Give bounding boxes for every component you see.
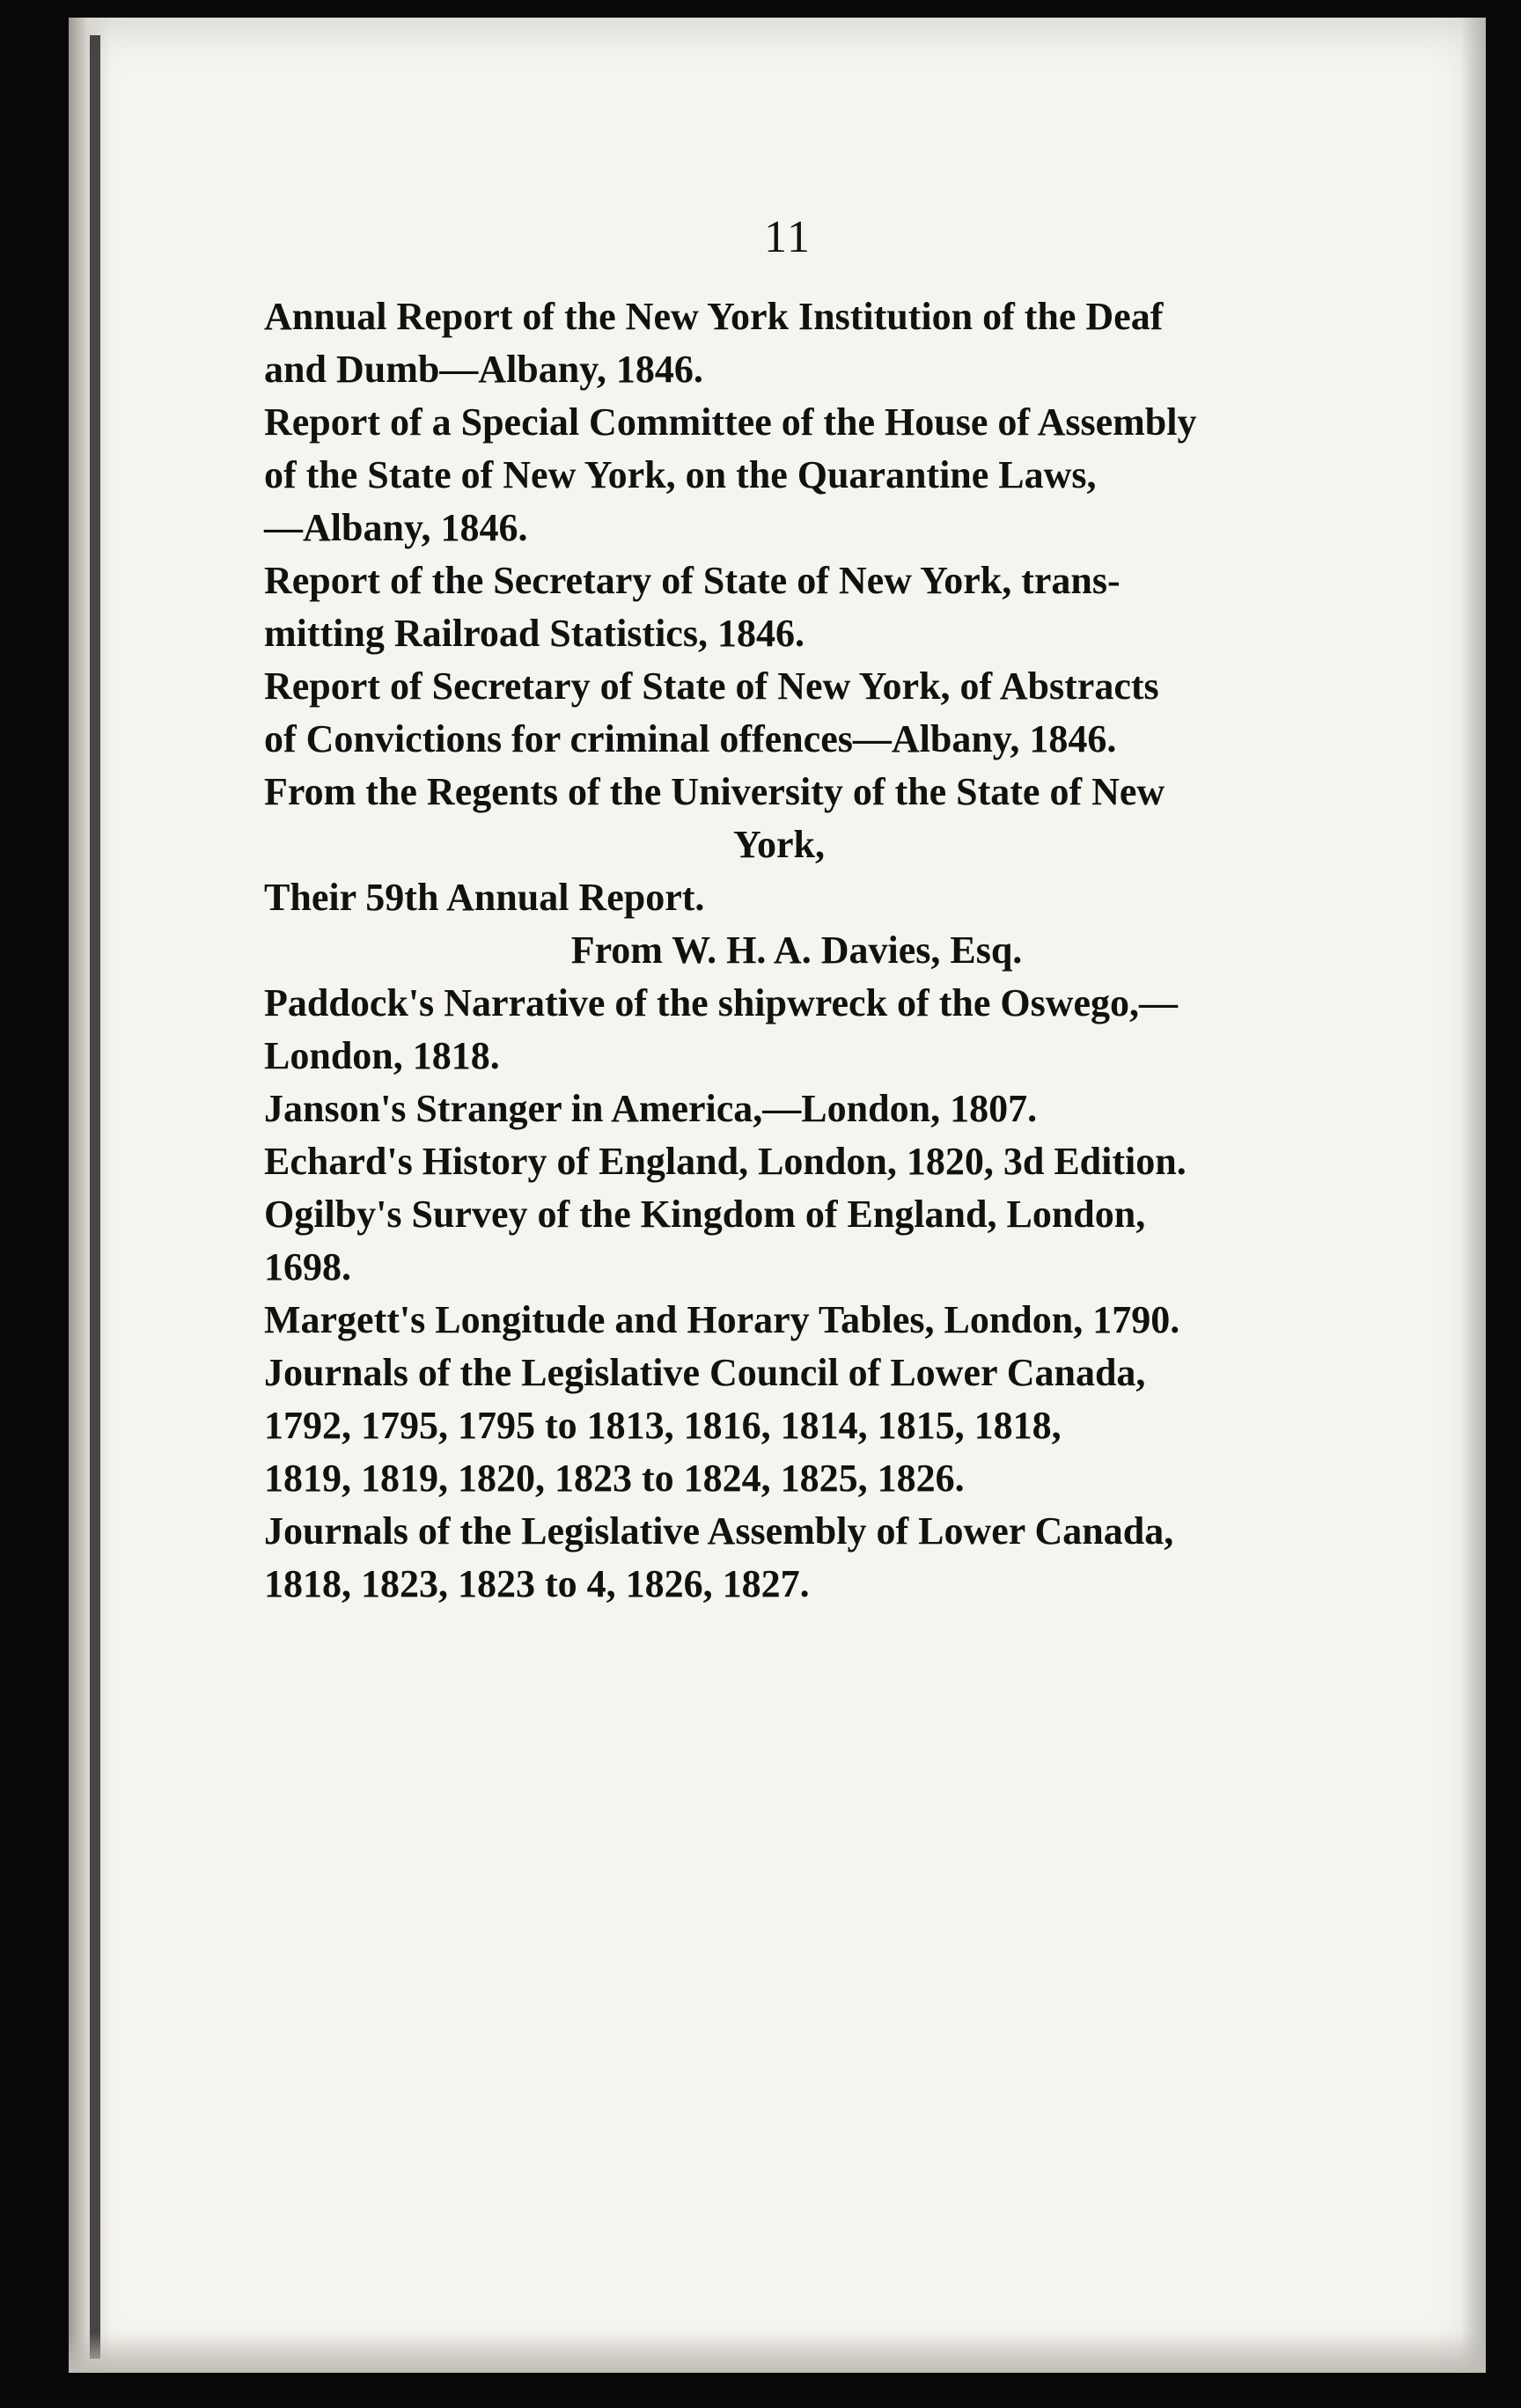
list-item: Journals of the Legislative Assembly of Lower Canada, 1818, 1823, 1823 to 4, 1826, 1827. [264,1509,1174,1605]
list-item: Janson's Stranger in America,—London, 1807. [264,1087,1038,1130]
donor-heading: From W. H. A. Davies, Esq. [570,929,1023,972]
list-item: Margett's Longitude and Horary Tables, London, 1790. [264,1298,1180,1341]
binding-spine [90,35,100,2359]
page-number: 11 [763,212,812,262]
list-item: Their 59th Annual Report. [264,876,705,919]
list-item: From the Regents of the University of the State of New York, [264,766,1294,871]
list-item: Report of a Special Committee of the House of Assembly of the State of New York, on the Quarantine Laws, —Albany, 1846. [264,400,1197,549]
page-text-block [264,211,1294,1611]
page-bottom-shadow [69,2332,1486,2373]
list-item: Report of Secretary of State of New York, of Abstracts of Convictions for criminal offences—Albany, 1846. [264,664,1159,760]
list-item: Ogilby's Survey of the Kingdom of England, London, 1698. [264,1193,1146,1288]
list-item: Report of the Secretary of State of New York, trans- mitting Railroad Statistics, 1846. [264,559,1121,655]
list-item: Echard's History of England, London, 1820, 3d Edition. [264,1140,1187,1183]
list-item: Journals of the Legislative Council of Lower Canada, 1792, 1795, 1795 to 1813, 1816, 1814, 1815, 1818, 1819, 1819, 1820, 1823 to 1824, 1825, 1826. [264,1351,1146,1500]
centered-continuation: York, [733,823,825,866]
list-item: Annual Report of the New York Institution of the Deaf and Dumb—Albany, 1846. [264,295,1164,391]
page-edge-shadow [1461,18,1486,2373]
list-item: Paddock's Narrative of the shipwreck of the Oswego,— London, 1818. [264,981,1178,1077]
